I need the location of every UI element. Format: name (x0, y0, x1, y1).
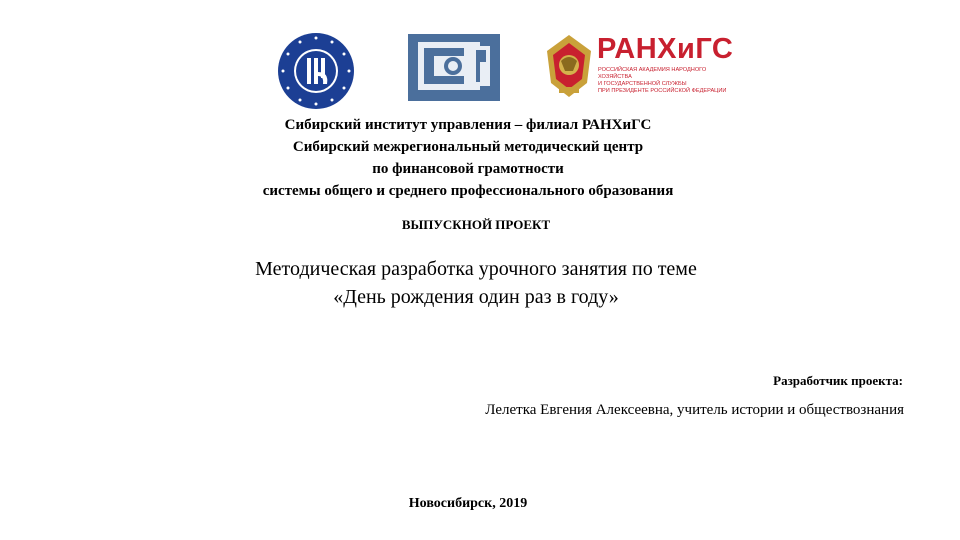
title-line: Методическая разработка урочного занятия по теме (255, 258, 697, 280)
ranepa-subtitle-2: И ГОСУДАРСТВЕННОЙ СЛУЖБЫ (598, 81, 687, 87)
ranepa-logo (541, 33, 734, 99)
ranepa-subtitle-1: РОССИЙСКАЯ АКАДЕМИЯ НАРОДНОГО ХОЗЯЙСТВА (598, 67, 707, 80)
ranepa-name: РАНХиГС (597, 33, 734, 65)
institution-line: Сибирский институт управления – филиал РАНХиГС (284, 117, 652, 133)
ep-logo (408, 34, 500, 101)
title-line: «День рождения один раз в году» (333, 286, 619, 308)
institution-line: Сибирский межрегиональный методический центр (292, 139, 644, 155)
project-type: ВЫПУСКНОЙ ПРОЕКТ (401, 217, 551, 232)
city-year: Новосибирск, 2019 (408, 496, 528, 511)
institution-line: системы общего и среднего профессионального образования (262, 183, 674, 199)
developer-label: Разработчик проекта: (773, 373, 903, 388)
hse-logo (277, 32, 355, 110)
institution-line: по финансовой грамотности (372, 161, 564, 177)
developer-name: Лелетка Евгения Алексеевна, учитель истории и обществознания (485, 402, 904, 418)
ranepa-subtitle-3: ПРИ ПРЕЗИДЕНТЕ РОССИЙСКОЙ ФЕДЕРАЦИИ (598, 88, 727, 94)
